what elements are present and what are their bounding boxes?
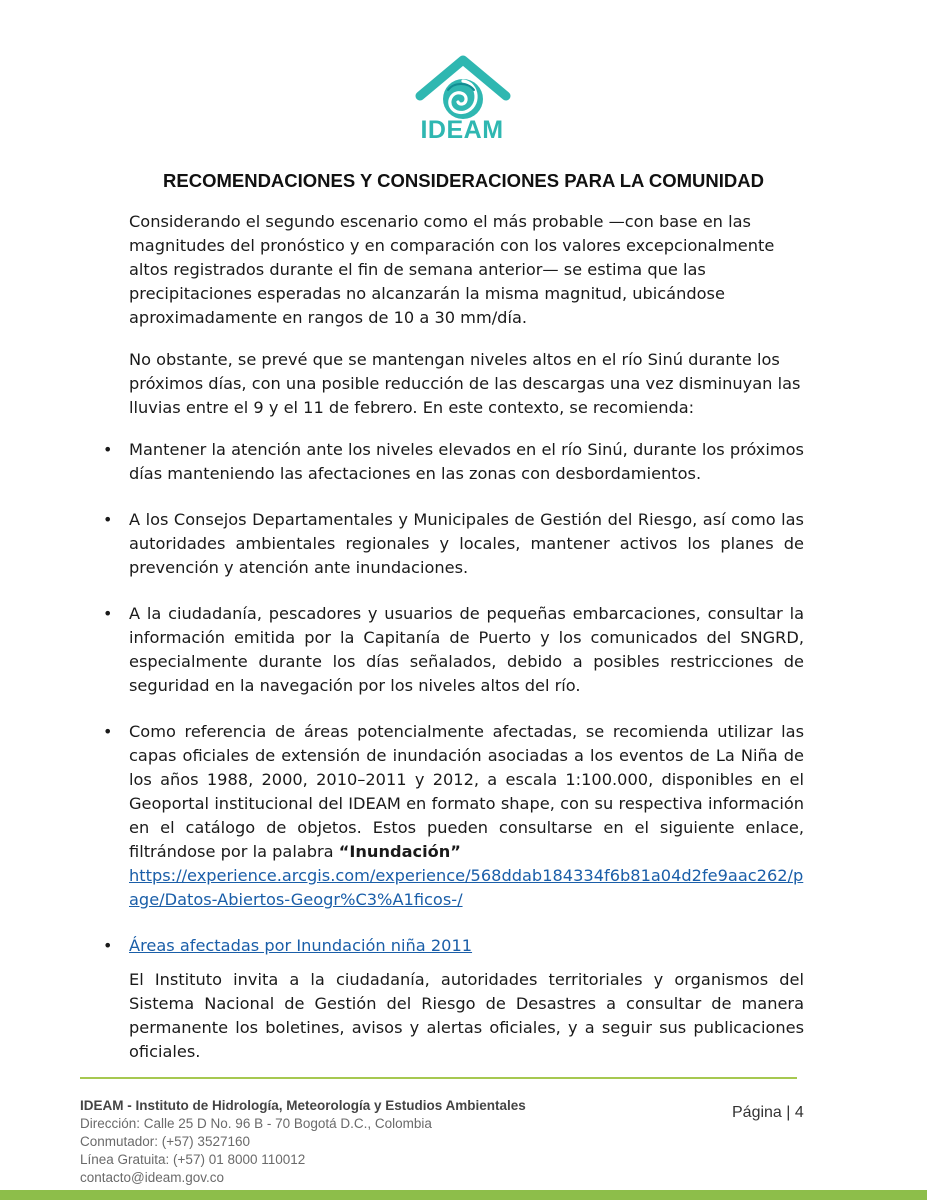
footer-phone: Conmutador: (+57) 3527160: [80, 1134, 250, 1149]
recommendations-list: [103, 438, 804, 958]
list-item: [103, 934, 804, 958]
bullet-icon: •: [103, 722, 113, 741]
intro-paragraph: Considerando el segundo escenario como el más probable —con base en las magnitudes del pronóstico y en comparación con los valores excepcionalmente altos registrados durante el fin de semana anterior— se estima que las precipitaciones esperadas no alcanzarán la misma magnitud, ubicándose aproximadamente en rangos de 10 a 30 mm/día.: [129, 212, 775, 327]
footer-color-bar: [0, 1190, 927, 1200]
list-item: [103, 438, 804, 486]
bullet-text: A los Consejos Departamentales y Municipales de Gestión del Riesgo, así como las autoridades ambientales regionales y locales, mantener activos los planes de prevención y atención ante inundaciones.: [129, 510, 804, 577]
areas-afectadas-link[interactable]: Áreas afectadas por Inundación niña 2011: [129, 936, 473, 955]
list-item: [103, 720, 804, 912]
page-title: RECOMENDACIONES Y CONSIDERACIONES PARA LA COMUNIDAD: [163, 170, 764, 191]
footer-divider: [80, 1077, 797, 1079]
page-number: Página | 4: [732, 1104, 804, 1121]
footer-email[interactable]: contacto@ideam.gov.co: [80, 1170, 225, 1185]
list-item: [103, 508, 804, 580]
footer-address: Dirección: Calle 25 D No. 96 B - 70 Bogotá D.C., Colombia: [80, 1116, 432, 1131]
bullet-icon: •: [103, 936, 113, 955]
bullet-icon: •: [103, 510, 113, 529]
keyword-inundacion: “Inundación”: [338, 842, 461, 861]
document-body: [103, 210, 804, 1080]
logo-wordmark: IDEAM: [420, 116, 504, 144]
bullet-text: Como referencia de áreas potencialmente afectadas, se recomienda utilizar las capas oficiales de extensión de inundación asociadas a los eventos de La Niña de los años 1988, 2000, 2010–2011 y 2012, a escala 1:100.000, disponibles en el Geoportal institucional del IDEAM en formato shape, con su respectiva información en el catálogo de objetos. Estos pueden consultarse en el siguiente enlace, filtrándose por la palabra: [129, 722, 804, 861]
list-item: [103, 602, 804, 698]
closing-paragraph: El Instituto invita a la ciudadanía, autoridades territoriales y organismos del Sistema Nacional de Gestión del Riesgo de Desastres a consultar de manera permanente los boletines, avisos y alertas oficiales, y a seguir sus publicaciones oficiales.: [129, 970, 804, 1061]
bullet-text: A la ciudadanía, pescadores y usuarios de pequeñas embarcaciones, consultar la información emitida por la Capitanía de Puerto y los comunicados del SNGRD, especialmente durante los días señalados, debido a posibles restricciones de seguridad en la navegación por los niveles altos del río.: [129, 604, 804, 695]
bullet-text: Mantener la atención ante los niveles elevados en el río Sinú, durante los próximos días manteniendo las afectaciones en las zonas con desbordamientos.: [129, 440, 804, 483]
bullet-icon: •: [103, 604, 113, 623]
context-paragraph: No obstante, se prevé que se mantengan niveles altos en el río Sinú durante los próximos días, con una posible reducción de las descargas una vez disminuyan las lluvias entre el 9 y el 11 de febrero. En este contexto, se recomienda:: [129, 350, 801, 417]
arcgis-link[interactable]: https://experience.arcgis.com/experience/568ddab184334f6b81a04d2fe9aac262/page/Datos-Abiertos-Geogr%C3%A1ficos-/: [129, 866, 804, 909]
bullet-icon: •: [103, 440, 113, 459]
footer-org-name: IDEAM - Instituto de Hidrología, Meteorología y Estudios Ambientales: [80, 1098, 526, 1113]
footer-toll-free: Línea Gratuita: (+57) 01 8000 110012: [80, 1152, 306, 1167]
